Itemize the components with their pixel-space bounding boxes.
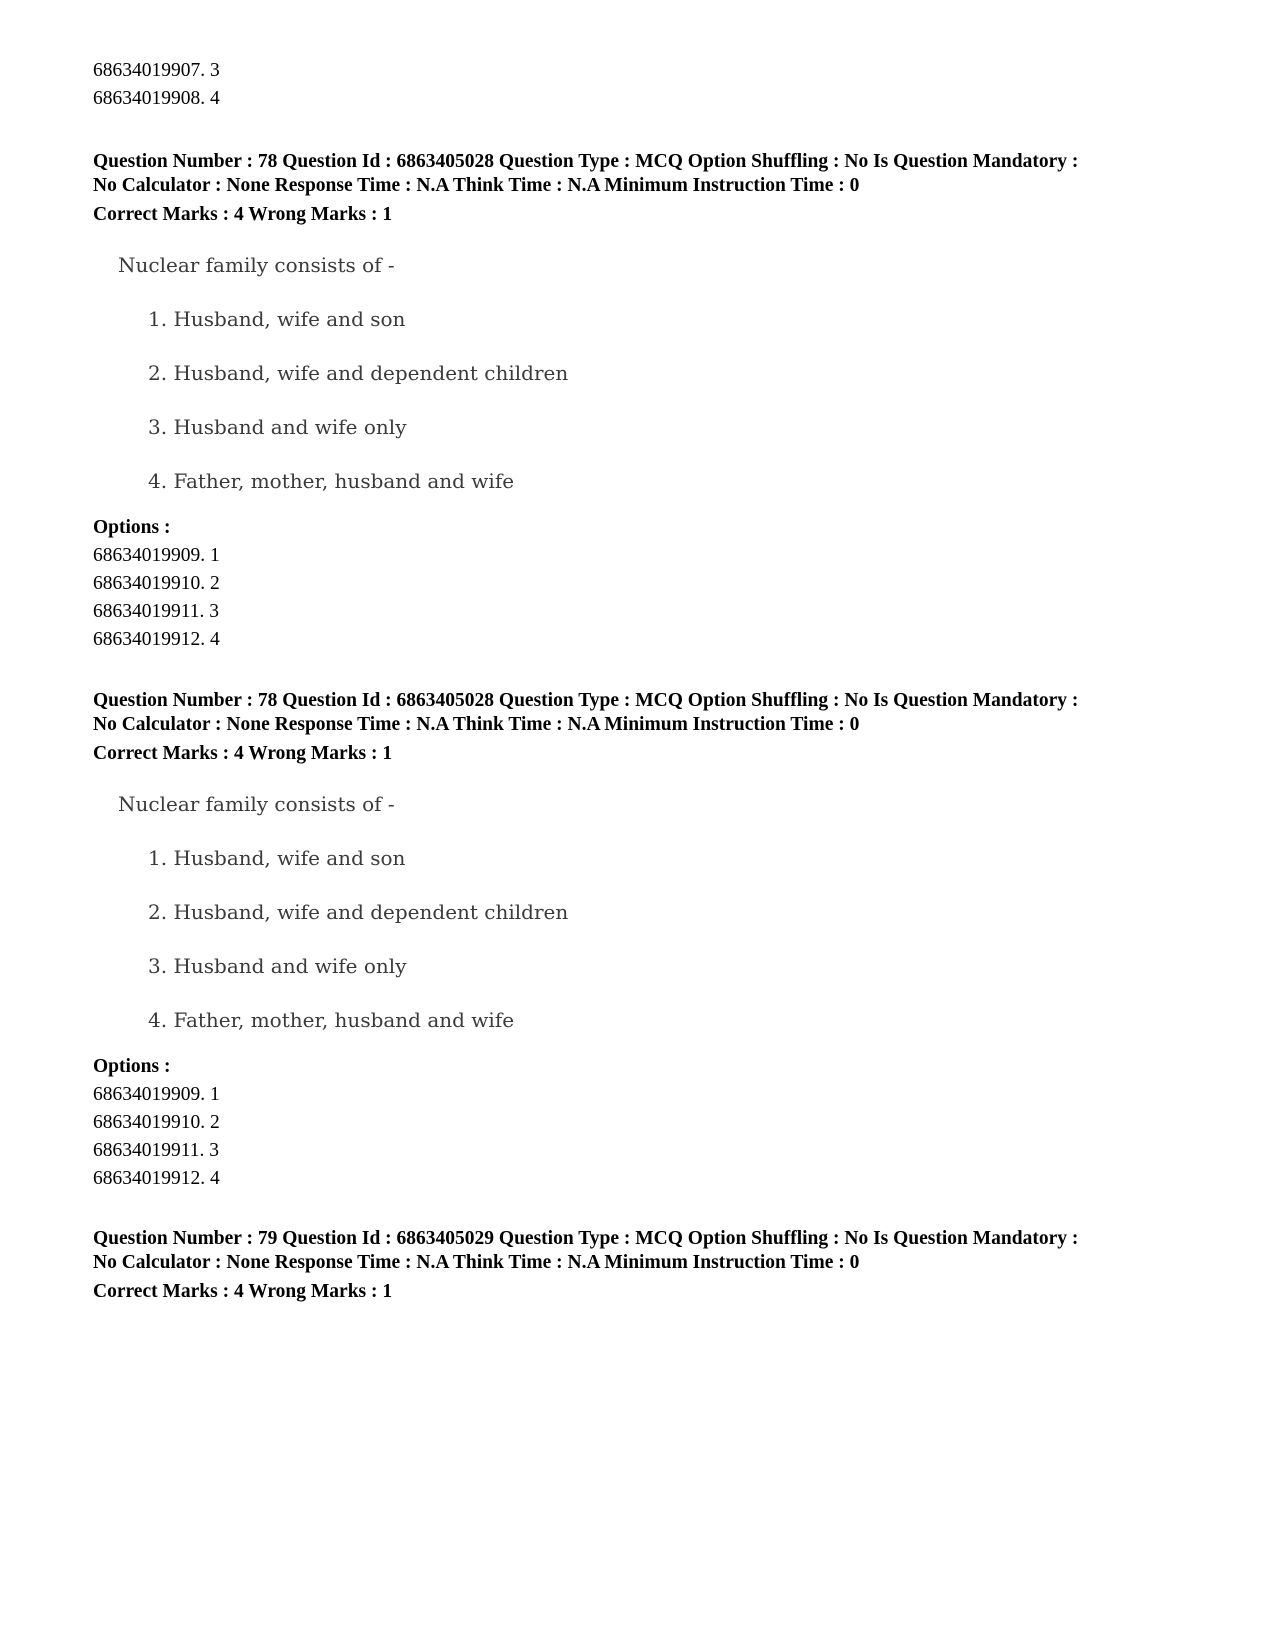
answer-choice: 4. Father, mother, husband and wife	[148, 469, 515, 493]
answer-choice: 2. Husband, wife and dependent children	[148, 900, 569, 924]
option-line: 68634019912. 4	[93, 1168, 220, 1189]
question-body	[118, 789, 578, 1035]
question-meta-line: No Calculator : None Response Time : N.A Think Time : N.A Minimum Instruction Time : 0	[93, 175, 860, 196]
options-label: Options :	[93, 517, 171, 538]
question-marks: Correct Marks : 4 Wrong Marks : 1	[93, 204, 393, 225]
question-marks: Correct Marks : 4 Wrong Marks : 1	[93, 743, 393, 764]
question-stem: Nuclear family consists of -	[118, 792, 395, 816]
option-line: 68634019908. 4	[93, 88, 220, 109]
question-header	[93, 150, 1213, 227]
option-line: 68634019909. 1	[93, 1084, 220, 1105]
option-line: 68634019912. 4	[93, 629, 220, 650]
question-meta-line: Question Number : 78 Question Id : 6863405028 Question Type : MCQ Option Shuffling : No Is Question Mandatory :	[93, 151, 1079, 172]
option-line: 68634019909. 1	[93, 545, 220, 566]
question-stem: Nuclear family consists of -	[118, 253, 395, 277]
options-list	[93, 514, 1213, 654]
option-line: 68634019911. 3	[93, 601, 220, 622]
option-line: 68634019910. 2	[93, 573, 220, 594]
question-header	[93, 1227, 1213, 1304]
answer-choice: 1. Husband, wife and son	[148, 846, 406, 870]
question-meta-line: No Calculator : None Response Time : N.A Think Time : N.A Minimum Instruction Time : 0	[93, 714, 860, 735]
options-label: Options :	[93, 1056, 171, 1077]
answer-choice: 2. Husband, wife and dependent children	[148, 361, 569, 385]
answer-choice: 1. Husband, wife and son	[148, 307, 406, 331]
option-line: 68634019910. 2	[93, 1112, 220, 1133]
question-meta-line: No Calculator : None Response Time : N.A Think Time : N.A Minimum Instruction Time : 0	[93, 1252, 860, 1273]
question-meta-line: Question Number : 79 Question Id : 6863405029 Question Type : MCQ Option Shuffling : No Is Question Mandatory :	[93, 1228, 1079, 1249]
options-list	[93, 1053, 1213, 1193]
question-header	[93, 689, 1213, 766]
question-marks: Correct Marks : 4 Wrong Marks : 1	[93, 1281, 393, 1302]
question-meta-line: Question Number : 78 Question Id : 6863405028 Question Type : MCQ Option Shuffling : No Is Question Mandatory :	[93, 690, 1079, 711]
answer-choice: 3. Husband and wife only	[148, 954, 407, 978]
option-line: 68634019911. 3	[93, 1140, 220, 1161]
answer-choice: 3. Husband and wife only	[148, 415, 407, 439]
answer-choice: 4. Father, mother, husband and wife	[148, 1008, 515, 1032]
option-line: 68634019907. 3	[93, 60, 220, 81]
question-body	[118, 250, 578, 496]
previous-options-list	[93, 57, 1213, 113]
